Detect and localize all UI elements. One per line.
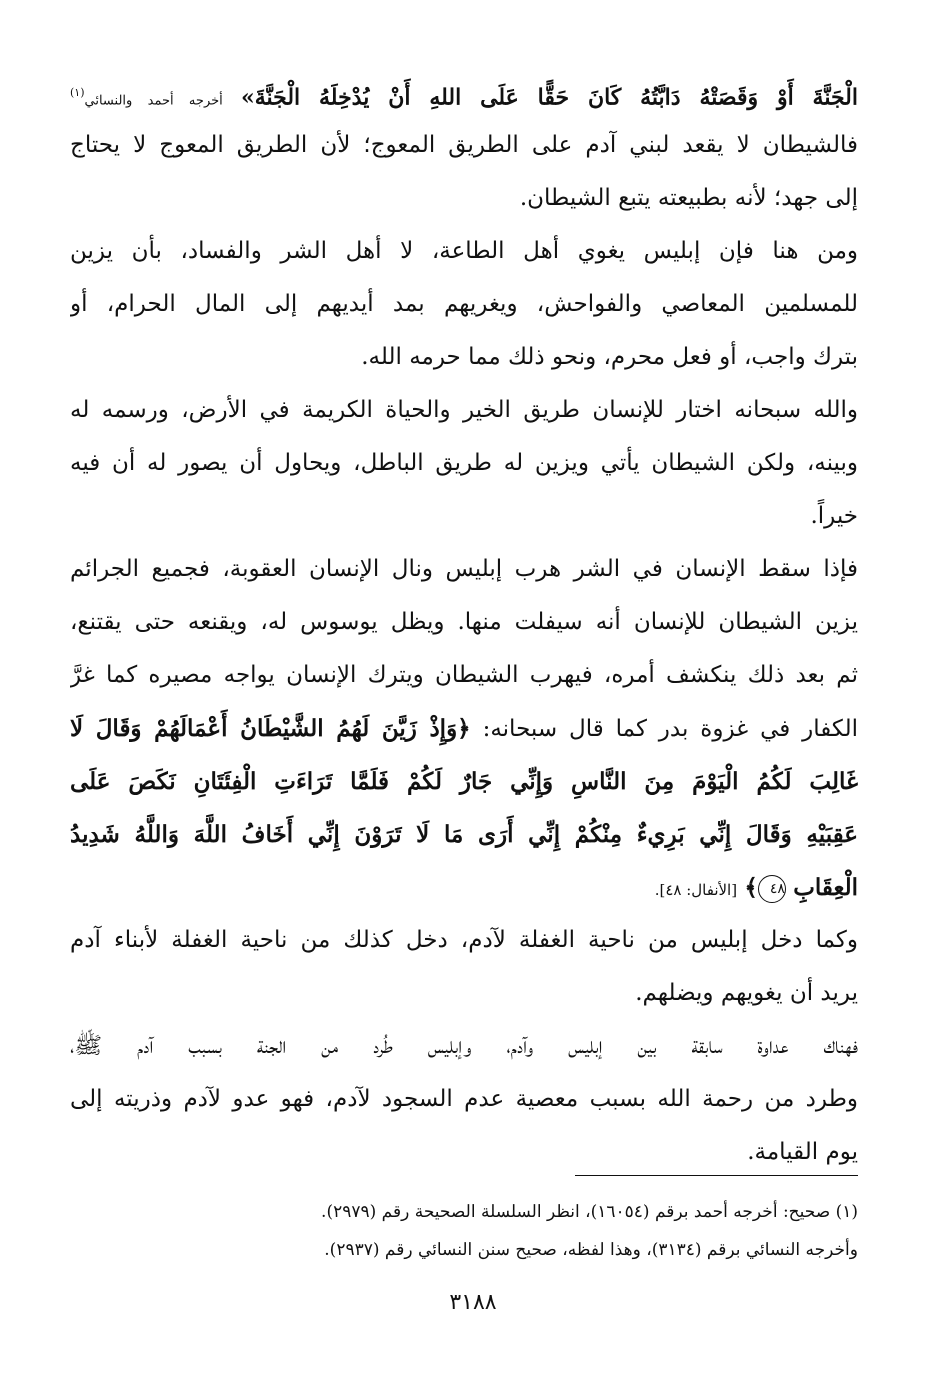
- hadith-source: أخرجه أحمد والنسائي: [84, 93, 223, 109]
- footnote-1: (١) صحيح: أخرجه أحمد برقم (١٦٠٥٤)، انظر السلسلة الصحيحة رقم (٢٩٧٩).: [321, 1202, 858, 1222]
- text-line-12: ثم بعد ذلك ينكشف أمره، فيهرب الشيطان ويترك الإنسان يواجه مصيره كما غرَّ: [70, 662, 858, 688]
- text-line-5: للمسلمين المعاصي والفواحش، ويغريهم بمد أيديهم إلى المال الحرام، أو: [70, 291, 858, 317]
- text-line-9: خيراً.: [810, 503, 858, 529]
- footnote-divider: [575, 1175, 858, 1176]
- text-line-7: والله سبحانه اختار للإنسان طريق الخير والحياة الكريمة في الأرض، ورسمه له: [70, 397, 858, 423]
- verse-close-bracket: ﴾: [744, 874, 758, 901]
- text-line-19: فهناك عداوة سابقة بين إبليس وآدم، وإبليس طُرد من الجنة بسبب آدم ﷺ،: [70, 1033, 858, 1059]
- page-body: [70, 66, 858, 1179]
- footnote-2: وأخرجه النسائي برقم (٣١٣٤)، وهذا لفظه، صحيح سنن النسائي رقم (٢٩٣٧).: [324, 1240, 858, 1260]
- page-number: ٣١٨٨: [449, 1290, 497, 1315]
- verse-reference: [الأنفال: ٤٨].: [654, 881, 738, 899]
- footnote-marker: (١): [70, 86, 85, 99]
- text-line-11: يزين الشيطان للإنسان أنه سيفلت منها. ويظل يوسوس له، ويقنعه حتى يقتنع،: [70, 609, 858, 635]
- quran-verse-part-2: غَالِبَ لَكُمُ الْيَوْمَ مِنَ النَّاسِ وَإِنِّي جَارٌ لَكُمْ فَلَمَّا تَرَاءَتِ الْفِئَتَانِ نَكَصَ عَلَى: [70, 768, 858, 795]
- quran-verse-part-4: الْعِقَابِ: [793, 874, 858, 901]
- verse-intro: الكفار في غزوة بدر كما قال سبحانه:: [482, 716, 858, 742]
- footnotes: [70, 1193, 858, 1269]
- text-line-3: إلى جهد؛ لأنه بطبيعته يتبع الشيطان.: [519, 185, 858, 211]
- quran-verse-part-3: عَقِبَيْهِ وَقَالَ إِنِّي بَرِيءٌ مِنْكُمْ إِنِّي أَرَى مَا لَا تَرَوْنَ إِنِّي أَخَافُ اللَّهَ وَاللَّهُ شَدِيدُ: [70, 821, 858, 848]
- text-line-17: وكما دخل إبليس من ناحية الغفلة لآدم، دخل كذلك من ناحية الغفلة لأبناء آدم: [70, 927, 858, 953]
- text-line-2: فالشيطان لا يقعد لبني آدم على الطريق المعوج؛ لأن الطريق المعوج لا يحتاج: [70, 132, 858, 158]
- text-line-10: فإذا سقط الإنسان في الشر هرب إبليس ونال الإنسان العقوبة، فجميع الجرائم: [70, 556, 858, 582]
- text-line-4: ومن هنا فإن إبليس يغوي أهل الطاعة، لا أهل الشر والفساد، بأن يزين: [70, 238, 858, 264]
- text-line-20: وطرد من رحمة الله بسبب معصية عدم السجود لآدم، فهو عدو لآدم وذريته إلى: [70, 1086, 858, 1112]
- text-line-21: يوم القيامة.: [747, 1139, 858, 1165]
- text-line-8: وبينه، ولكن الشيطان يأتي ويزين له طريق الباطل، ويحاول أن يصور له أن فيه: [70, 450, 858, 476]
- text-line-18: يريد أن يغويهم ويضلهم.: [635, 980, 858, 1006]
- text-line-6: بترك واجب، أو فعل محرم، ونحو ذلك مما حرمه الله.: [361, 344, 858, 370]
- text-line-16: [70, 861, 858, 914]
- text-line-13: [70, 702, 858, 755]
- text-line-1: [70, 66, 858, 119]
- hadith-text: الْجَنَّةَ أَوْ وَقَصَتْهُ دَابَّتُهُ كَانَ حَقًّا عَلَى اللهِ أَنْ يُدْخِلَهُ الْجَنَّةَ»: [240, 84, 858, 111]
- quran-verse-part-1: ﴿وَإِذْ زَيَّنَ لَهُمُ الشَّيْطَانُ أَعْمَالَهُمْ وَقَالَ لَا: [70, 715, 471, 742]
- ayah-number-icon: ٤٨: [758, 875, 786, 903]
